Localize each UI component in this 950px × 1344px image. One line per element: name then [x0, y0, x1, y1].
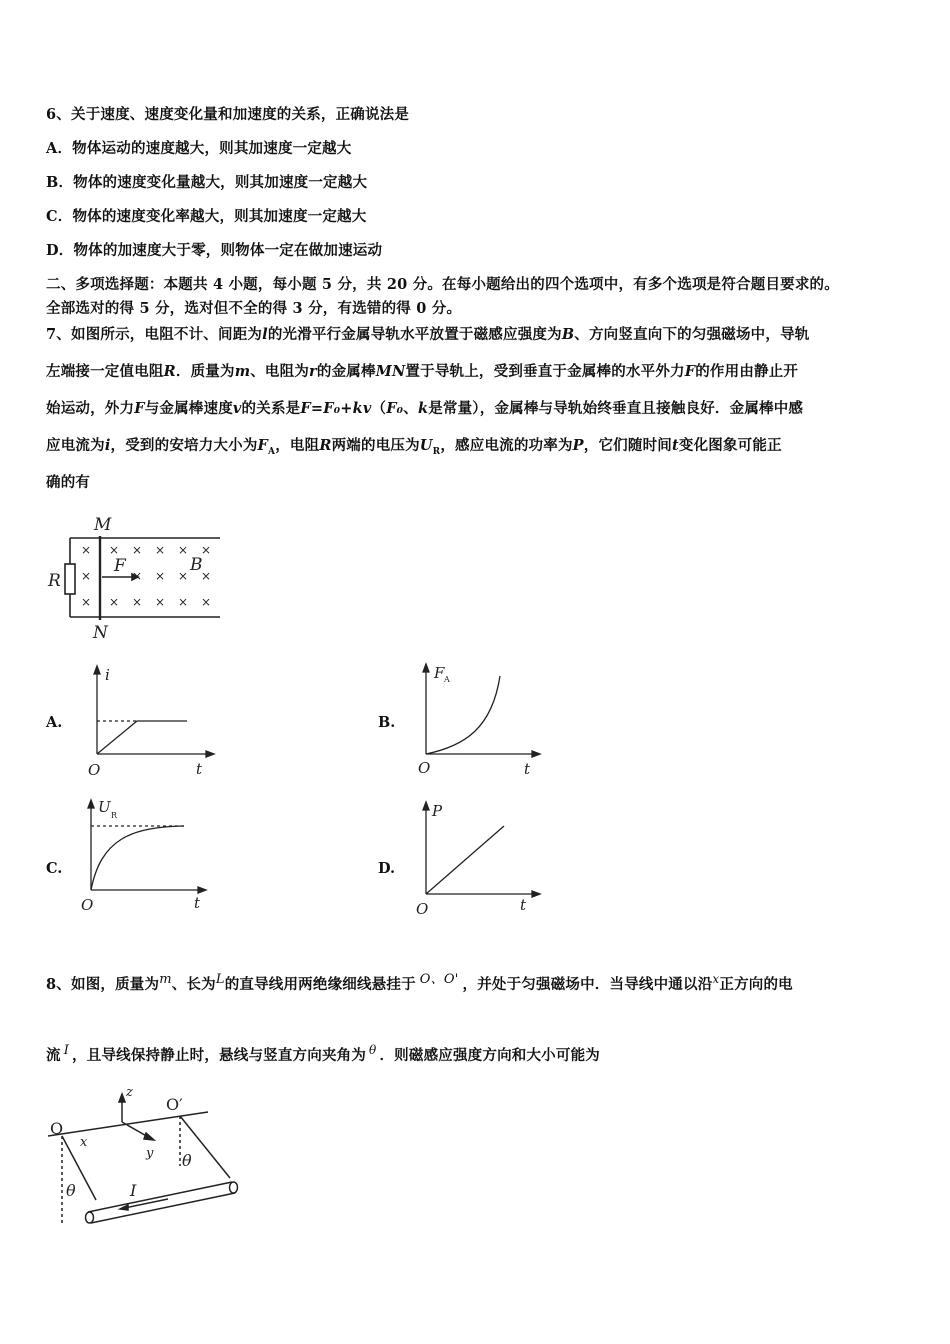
cross-mark: × — [131, 569, 143, 583]
q7-graph-b — [410, 660, 550, 780]
cross-mark: × — [154, 595, 166, 609]
q7-option-b-label: B. — [378, 714, 396, 731]
label-f: F — [114, 556, 126, 576]
svg-text:t: t — [194, 894, 201, 912]
svg-text:t: t — [520, 896, 527, 914]
svg-text:F: F — [434, 664, 445, 682]
cross-mark: × — [108, 543, 120, 557]
cross-mark: × — [80, 595, 92, 609]
cross-mark: × — [177, 543, 189, 557]
svg-text:y: y — [146, 1146, 154, 1161]
q7-line2: 左端接一定值电阻R．质量为m、电阻为r的金属棒MN置于导轨上，受到垂直于金属棒的水平外力F的作用由静止开 — [46, 363, 799, 380]
q7-line4: 应电流为i，受到的安培力大小为$F_A$，电阻R两端的电压为$U_R$，感应电流的功率为P，它们随时间t变化图象可能正 — [46, 437, 782, 457]
q8-line2: 流 $^I$ ，且导线保持静止时，悬线与竖直方向夹角为 $^\theta$ ．则磁感应强度方向和大小可能为 — [46, 1043, 600, 1064]
svg-text:i: i — [105, 666, 110, 684]
q6-option-c: C．物体的速度变化率越大，则其加速度一定越大 — [46, 208, 367, 225]
q7-option-d-label: D. — [378, 860, 396, 877]
label-m: M — [94, 515, 112, 535]
section2-heading-line1: 二、多项选择题：本题共 4 小题，每小题 5 分，共 20 分。在每小题给出的四个选项中，有多个选项是符合题目要求的。 — [46, 276, 839, 293]
svg-text:O: O — [88, 761, 101, 779]
q6-stem: 6、关于速度、速度变化量和加速度的关系，正确说法是 — [46, 106, 410, 123]
svg-text:θ: θ — [66, 1181, 76, 1200]
q7-option-a-label: A. — [46, 714, 63, 731]
cross-mark: × — [108, 595, 120, 609]
q8-suspended-wire-figure — [40, 1078, 250, 1230]
svg-text:O: O — [50, 1119, 64, 1138]
svg-text:R: R — [111, 811, 118, 820]
q7-option-c-label: C. — [46, 860, 63, 877]
cross-mark: × — [200, 595, 212, 609]
label-b: B — [190, 555, 203, 575]
svg-text:x: x — [80, 1135, 88, 1150]
svg-text:t: t — [196, 760, 203, 778]
q7-line1: 7、如图所示，电阻不计、间距为l的光滑平行金属导轨水平放置于磁感应强度为B、方向竖直向下的匀强磁场中，导轨 — [46, 326, 810, 343]
q7-graph-a — [80, 662, 220, 780]
label-n: N — [93, 623, 108, 643]
q6-option-d: D．物体的加速度大于零，则物体一定在做加速运动 — [46, 242, 383, 259]
svg-text:U: U — [98, 798, 111, 816]
cross-mark: × — [177, 595, 189, 609]
q6-option-b: B．物体的速度变化量越大，则其加速度一定越大 — [46, 174, 368, 191]
cross-mark: × — [131, 595, 143, 609]
q7-line5: 确的有 — [46, 474, 91, 491]
svg-text:θ: θ — [182, 1151, 192, 1170]
svg-text:I: I — [130, 1181, 137, 1200]
cross-mark: × — [80, 569, 92, 583]
q7-line3: 始运动，外力F与金属棒速度v的关系是F=F₀+kv（F₀、k是常量），金属棒与导轨始终垂直且接触良好．金属棒中感 — [46, 400, 804, 417]
cross-mark: × — [177, 569, 189, 583]
svg-text:O′: O′ — [166, 1095, 183, 1114]
q7-graph-c — [76, 794, 216, 916]
cross-mark: × — [200, 569, 212, 583]
svg-text:z: z — [126, 1085, 133, 1100]
label-r: R — [48, 571, 61, 591]
cross-mark: × — [200, 543, 212, 557]
q7-graph-d — [410, 796, 550, 920]
cross-mark: × — [154, 569, 166, 583]
cross-mark: × — [154, 543, 166, 557]
svg-text:P: P — [432, 802, 443, 820]
svg-text:O: O — [81, 896, 94, 914]
cross-mark: × — [131, 543, 143, 557]
svg-text:A: A — [444, 675, 450, 684]
q8-line1: 8、如图，质量为$^m$、长为$^L$的直导线用两绝缘细线悬挂于 $^{O、O'}$ ，并处于匀强磁场中．当导线中通以沿$^x$正方向的电 — [46, 972, 793, 993]
svg-text:O: O — [418, 759, 431, 777]
section2-heading-line2: 全部选对的得 5 分，选对但不全的得 3 分，有选错的得 0 分。 — [46, 300, 462, 317]
q6-option-a: A．物体运动的速度越大，则其加速度一定越大 — [46, 140, 352, 157]
svg-text:t: t — [524, 760, 531, 778]
q7-rail-figure — [40, 512, 240, 647]
svg-text:O: O — [416, 900, 429, 918]
cross-mark: × — [80, 543, 92, 557]
